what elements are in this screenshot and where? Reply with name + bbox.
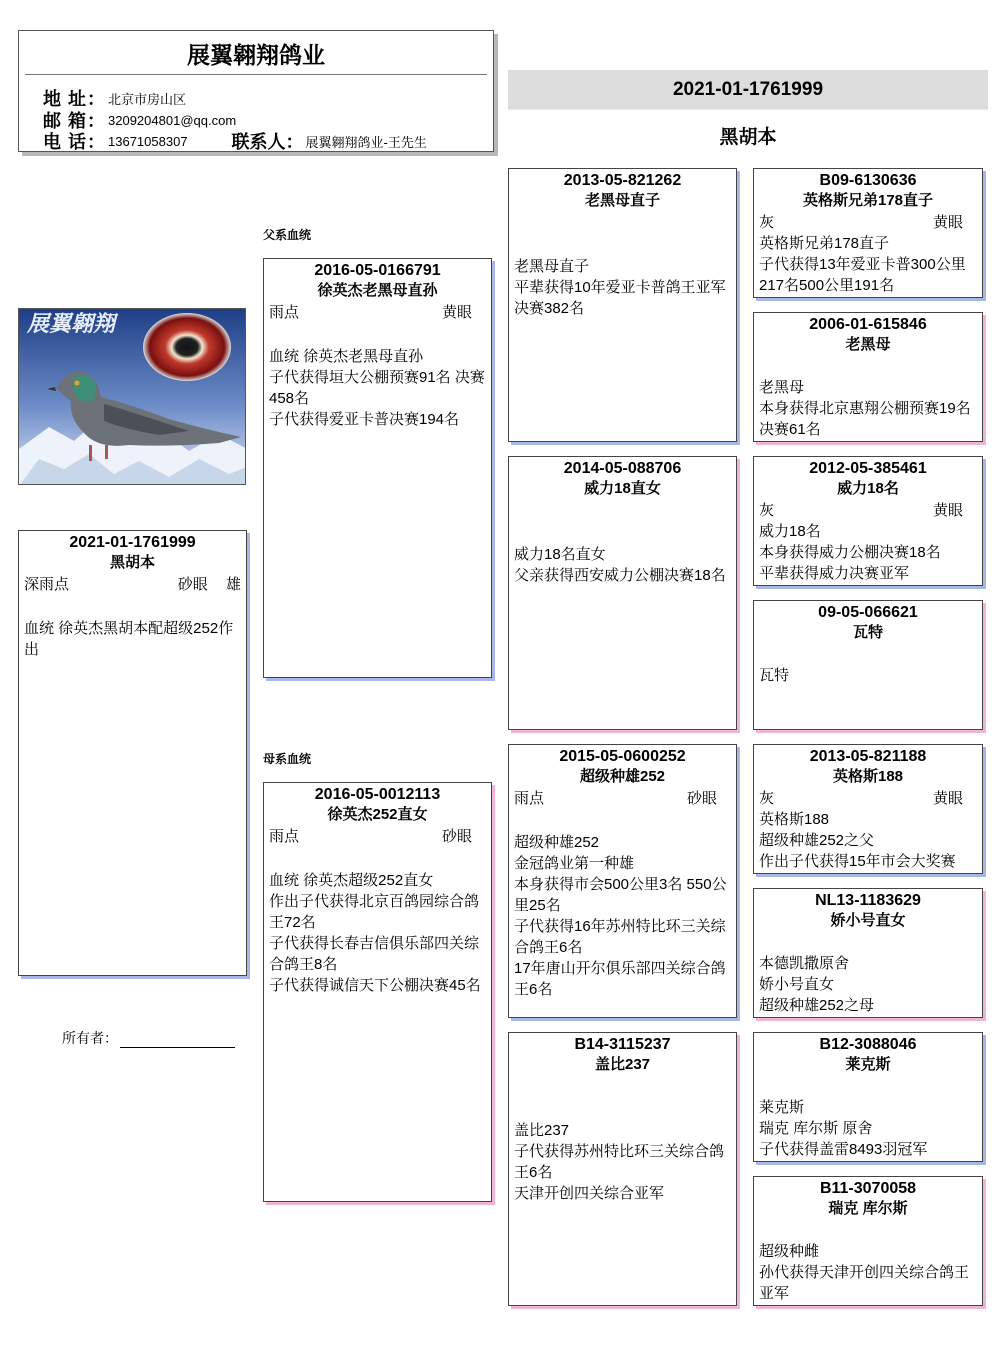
sss-color: 灰: [759, 214, 775, 231]
address-value: 北京市房山区: [108, 91, 187, 107]
dsd-name: 娇小号直女: [830, 912, 906, 929]
phone-label: 电 话：: [43, 132, 107, 152]
loft-name: 展翼翱翔鸽业: [187, 42, 325, 68]
dss-eye: 黄眼: [932, 790, 963, 807]
email-value: 3209204801@qq.com: [108, 112, 237, 128]
sdd-notes: [759, 665, 977, 686]
dsd-ring: NL13-1183629: [815, 892, 921, 909]
dam-dam-card: [508, 1032, 737, 1306]
sire-name: 徐英杰老黑母直孙: [317, 282, 438, 299]
sss-eye: 黄眼: [932, 214, 963, 231]
sire-sire-notes: [514, 256, 731, 319]
ddd-ring: B11-3070058: [819, 1180, 917, 1197]
header-divider: [25, 74, 487, 75]
sdd-attributes: [759, 644, 977, 665]
dam-sire-attributes: [514, 788, 731, 809]
self-ring: 2021-01-1761999: [69, 534, 196, 551]
dss-notes: [759, 809, 977, 872]
note-line: 子代获得16年苏州特比环三关综合鸽王6名: [514, 918, 726, 956]
dss-ring: 2013-05-821188: [809, 748, 927, 765]
ddd-name: 瑞克 库尔斯: [828, 1200, 908, 1217]
sdd-card: [753, 600, 983, 730]
note-line: 超级种雄252: [514, 834, 600, 851]
note-line: 子代获得苏州特比环三关综合鸽王6名: [514, 1143, 725, 1181]
self-name: 黑胡本: [109, 554, 155, 571]
sds-attributes: [759, 500, 977, 521]
address-label: 地 址：: [43, 89, 107, 109]
sire-sire-attributes: [514, 212, 731, 233]
note-line: 子代获得爱亚卡普决赛194名: [269, 411, 460, 428]
dam-eye: 砂眼: [441, 828, 472, 845]
dam-sire-card: [508, 744, 737, 1018]
photo-title: 展翼翱翔: [27, 311, 116, 337]
note-line: 超级种雄252之父: [759, 832, 875, 849]
note-line: 作出子代获得15年市会大奖赛: [759, 853, 956, 870]
sire-card: [263, 258, 492, 678]
note-line: 血统 徐英杰超级252直女: [269, 872, 434, 889]
owner-line: [62, 1028, 235, 1048]
sire-dam-card: [508, 456, 737, 730]
dsd-card: [753, 888, 983, 1018]
sire-sire-ring: 2013-05-821262: [563, 172, 682, 189]
sds-color: 灰: [759, 502, 775, 519]
ddd-notes: [759, 1241, 977, 1304]
note-line: 17年唐山开尔俱乐部四关综合鸽王6名: [514, 960, 726, 998]
sss-card: [753, 168, 983, 298]
contact-label: 联系人：: [231, 132, 304, 152]
note-line: 本身获得市会500公里3名 550公里25名: [514, 876, 727, 914]
self-card: [18, 530, 247, 976]
dam-dam-ring: B14-3115237: [574, 1036, 671, 1053]
note-line: 本身获得北京惠翔公棚预赛19名 决赛61名: [759, 400, 971, 438]
note-line: 金冠鸽业第一种雄: [514, 855, 635, 872]
note-line: 子代获得盖雷8493羽冠军: [759, 1141, 928, 1158]
note-line: 英格斯188: [759, 811, 830, 828]
sire-sire-card: [508, 168, 737, 442]
ssd-attributes: [759, 356, 977, 377]
note-line: 超级种雄252之母: [759, 997, 875, 1014]
self-attributes: [24, 574, 241, 595]
dam-dam-name: 盖比237: [594, 1056, 651, 1073]
sds-notes: [759, 521, 977, 584]
self-color: 深雨点: [24, 576, 70, 593]
note-line: 血统 徐英杰老黑母直孙: [269, 348, 424, 365]
sdd-name: 瓦特: [852, 624, 883, 641]
dsd-attributes: [759, 932, 977, 953]
dds-ring: B12-3088046: [819, 1036, 917, 1053]
sdd-ring: 09-05-066621: [818, 604, 918, 621]
dds-attributes: [759, 1076, 977, 1097]
note-line: 子代获得垣大公棚预赛91名 决赛458名: [269, 369, 485, 407]
dam-dam-notes: [514, 1120, 731, 1204]
subject-name-title: 黑胡本: [719, 127, 777, 148]
sire-dam-attributes: [514, 500, 731, 521]
self-notes: [24, 618, 241, 660]
sire-dam-name: 威力18直女: [584, 480, 661, 497]
note-line: 天津开创四关综合亚军: [514, 1185, 665, 1202]
dam-attributes: [269, 826, 486, 847]
email-label: 邮 箱：: [43, 111, 107, 131]
note-line: 本德凯撒原舍: [759, 955, 850, 972]
dam-color: 雨点: [269, 828, 300, 845]
self-sex: 雄: [225, 576, 241, 593]
dam-name: 徐英杰252直女: [327, 806, 428, 823]
note-line: 父亲获得西安威力公棚决赛18名: [514, 567, 726, 584]
note-line: 威力18名直女: [514, 546, 606, 563]
subject-ring-title: 2021-01-1761999: [508, 70, 988, 110]
dds-card: [753, 1032, 983, 1162]
ssd-card: [753, 312, 983, 442]
dam-ring: 2016-05-0012113: [314, 786, 441, 803]
dss-color: 灰: [759, 790, 775, 807]
sds-card: [753, 456, 983, 586]
dds-notes: [759, 1097, 977, 1160]
owner-label: 所有者：: [62, 1030, 118, 1046]
sire-dam-notes: [514, 544, 731, 586]
dam-sire-eye: 砂眼: [686, 790, 717, 807]
dam-sire-color: 雨点: [514, 790, 545, 807]
dam-notes: [269, 870, 486, 996]
note-line: 瑞克 库尔斯 原舍: [759, 1120, 873, 1137]
note-line: 老黑母: [759, 379, 805, 396]
sire-sire-name: 老黑母直子: [584, 192, 660, 209]
sss-name: 英格斯兄弟178直子: [802, 192, 934, 209]
dam-sire-name: 超级种雄252: [579, 768, 666, 785]
dam-sire-ring: 2015-05-0600252: [559, 748, 686, 765]
note-line: 威力18名: [759, 523, 821, 540]
sds-ring: 2012-05-385461: [809, 460, 927, 477]
ssd-notes: [759, 377, 977, 440]
self-eye: 砂眼: [177, 576, 208, 593]
dam-card: [263, 782, 492, 1202]
note-line: 莱克斯: [759, 1099, 805, 1116]
note-line: 子代获得13年爱亚卡普300公里217名500公里191名: [759, 256, 966, 294]
sds-eye: 黄眼: [932, 502, 963, 519]
sds-name: 威力18名: [837, 480, 899, 497]
note-line: 瓦特: [759, 667, 790, 684]
owner-signature-line: [120, 1032, 235, 1048]
note-line: 盖比237: [514, 1122, 570, 1139]
note-line: 英格斯兄弟178直子: [759, 235, 890, 252]
ssd-ring: 2006-01-615846: [809, 316, 927, 333]
dss-card: [753, 744, 983, 874]
sire-attributes: [269, 302, 486, 323]
note-line: 孙代获得天津开创四关综合鸽王亚军: [759, 1264, 970, 1302]
dam-dam-attributes: [514, 1076, 731, 1097]
pigeon-photo-icon: [19, 309, 246, 485]
note-line: 平辈获得10年爱亚卡普鸽王亚军 决赛382名: [514, 279, 726, 317]
dam-sire-notes: [514, 832, 731, 1000]
sire-notes: [269, 346, 486, 430]
contact-value: 展翼翱翔鸽业-王先生: [305, 134, 427, 150]
note-line: 平辈获得威力决赛亚军: [759, 565, 910, 582]
sss-attributes: [759, 212, 977, 233]
ddd-attributes: [759, 1220, 977, 1241]
sire-color: 雨点: [269, 304, 300, 321]
note-line: 本身获得威力公棚决赛18名: [759, 544, 941, 561]
dam-line-label: 母系血统: [263, 752, 312, 766]
note-line: 子代获得长春吉信俱乐部四关综合鸽王8名: [269, 935, 480, 973]
loft-header: [18, 30, 494, 152]
note-line: 子代获得诚信天下公棚决赛45名: [269, 977, 481, 994]
sire-dam-ring: 2014-05-088706: [563, 460, 682, 477]
dss-attributes: [759, 788, 977, 809]
pigeon-photo: [18, 308, 246, 485]
sss-ring: B09-6130636: [819, 172, 917, 189]
dsd-notes: [759, 953, 977, 1016]
ssd-name: 老黑母: [845, 336, 891, 353]
sire-line-label: 父系血统: [263, 228, 312, 242]
phone-value: 13671058307: [108, 133, 188, 149]
note-line: 老黑母直子: [514, 258, 590, 275]
sire-ring: 2016-05-0166791: [314, 262, 441, 279]
note-line: 血统 徐英杰黑胡本配超级252作出: [24, 620, 234, 658]
sss-notes: [759, 233, 977, 296]
phone-row: [43, 128, 427, 154]
ddd-card: [753, 1176, 983, 1306]
sire-eye: 黄眼: [441, 304, 472, 321]
note-line: 作出子代获得北京百鸽园综合鸽王72名: [269, 893, 480, 931]
dds-name: 莱克斯: [845, 1056, 891, 1073]
dss-name: 英格斯188: [832, 768, 904, 785]
note-line: 娇小号直女: [759, 976, 835, 993]
note-line: 超级种雌: [759, 1243, 820, 1260]
